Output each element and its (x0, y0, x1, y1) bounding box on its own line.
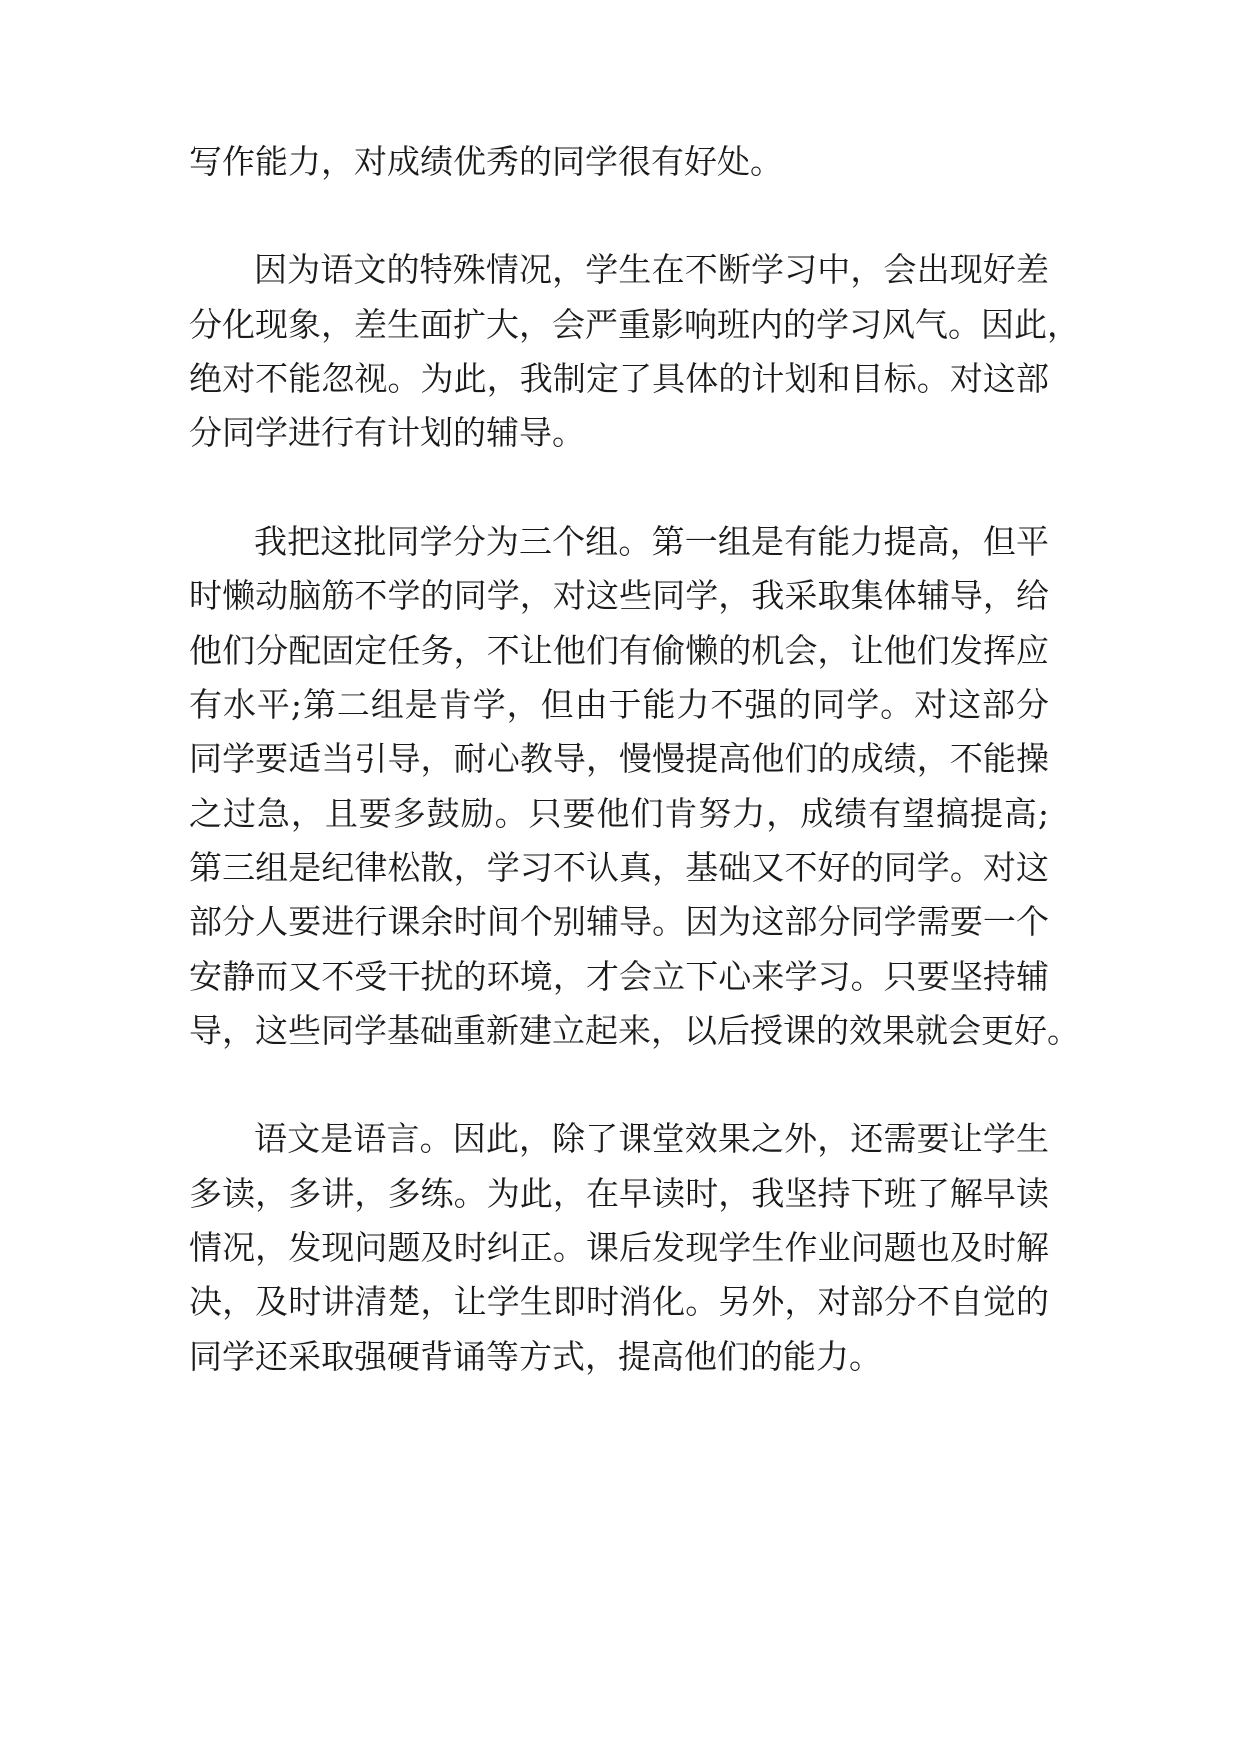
paragraph-3-line-8: 部分人要进行课余时间个别辅导。因为这部分同学需要一个 (189, 902, 1049, 941)
paragraph-1-line-1: 写作能力，对成绩优秀的同学很有好处。 (189, 142, 783, 181)
paragraph-3-line-5: 同学要适当引导，耐心教导，慢慢提高他们的成绩，不能操 (189, 739, 1049, 778)
paragraph-3-line-10: 导，这些同学基础重新建立起来，以后授课的效果就会更好。 (189, 1011, 1080, 1050)
paragraph-2-line-4: 分同学进行有计划的辅导。 (189, 413, 585, 452)
paragraph-2-line-2: 分化现象，差生面扩大，会严重影响班内的学习风气。因此， (189, 305, 1080, 344)
paragraph-4-line-1: 语文是语言。因此，除了课堂效果之外，还需要让学生 (254, 1119, 1049, 1158)
paragraph-3-line-2: 时懒动脑筋不学的同学，对这些同学，我采取集体辅导，给 (189, 576, 1049, 615)
paragraph-2-line-3: 绝对不能忽视。为此，我制定了具体的计划和目标。对这部 (189, 359, 1049, 398)
paragraph-4-line-3: 情况，发现问题及时纠正。课后发现学生作业问题也及时解 (189, 1228, 1049, 1267)
paragraph-3-line-7: 第三组是纪律松散，学习不认真，基础又不好的同学。对这 (189, 848, 1049, 887)
paragraph-3-line-1: 我把这批同学分为三个组。第一组是有能力提高，但平 (254, 522, 1049, 561)
paragraph-3-line-6: 之过急，且要多鼓励。只要他们肯努力，成绩有望搞提高; (189, 794, 1049, 833)
paragraph-3-line-4: 有水平;第二组是肯学，但由于能力不强的同学。对这部分 (189, 685, 1049, 724)
paragraph-4-line-4: 决，及时讲清楚，让学生即时消化。另外，对部分不自觉的 (189, 1282, 1049, 1321)
paragraph-2-line-1: 因为语文的特殊情况，学生在不断学习中，会出现好差 (254, 250, 1049, 289)
paragraph-4-line-5: 同学还采取强硬背诵等方式，提高他们的能力。 (189, 1337, 882, 1376)
paragraph-3-line-9: 安静而又不受干扰的环境，才会立下心来学习。只要坚持辅 (189, 957, 1049, 996)
paragraph-3-line-3: 他们分配固定任务，不让他们有偷懒的机会，让他们发挥应 (189, 631, 1049, 670)
paragraph-4-line-2: 多读，多讲，多练。为此，在早读时，我坚持下班了解早读 (189, 1174, 1049, 1213)
